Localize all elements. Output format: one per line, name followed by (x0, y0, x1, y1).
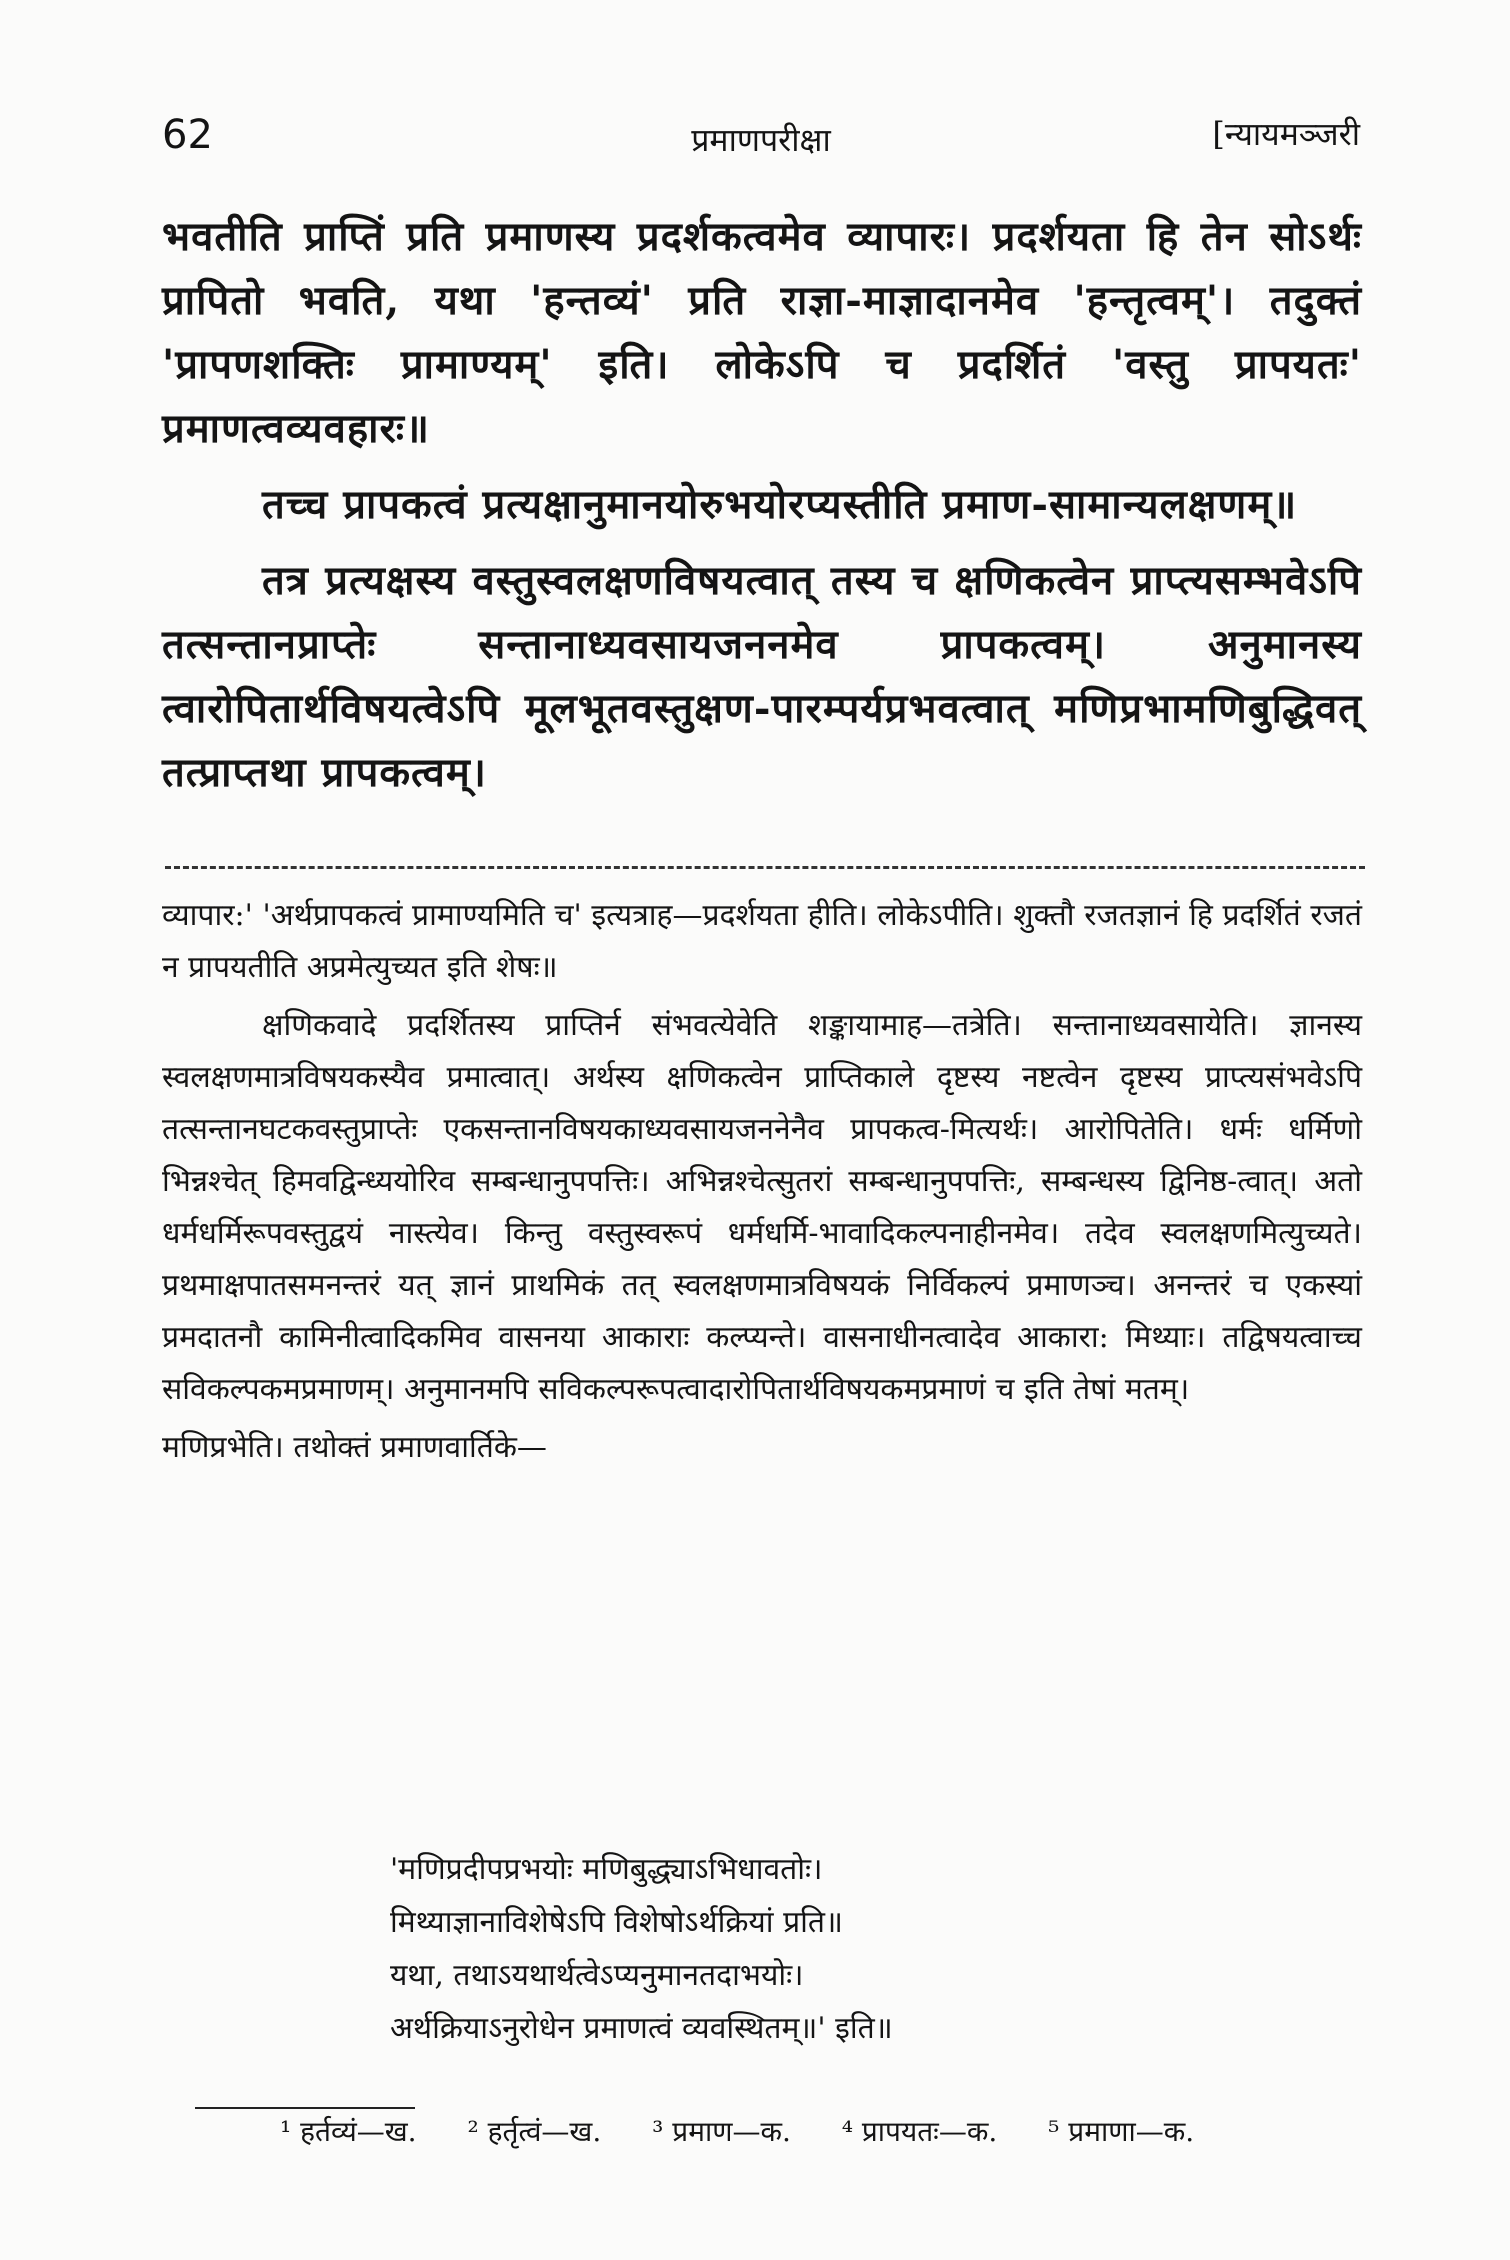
verse-line: 'मणिप्रदीपप्रभयोः मणिबुद्ध्याऽभिधावतोः। (390, 1852, 823, 1887)
commentary-paragraph: व्यापार:' 'अर्थप्रापकत्वं प्रामाण्यमिति च' इत्यत्राह—प्रदर्शयता हीति। लोकेऽपीति। शुक्तौ रजतज्ञानं हि प्रदर्शितं रजतं न प्रापयतीति अप्रमेत्युच्यत इति शेषः॥ (162, 898, 1362, 985)
footnote-rule (195, 2107, 415, 2109)
main-paragraph: भवतीति प्राप्तिं प्रति प्रमाणस्य प्रदर्शकत्वमेव व्यापारः। प्रदर्शयता हि तेन सोऽर्थः प्रापितो भवति, यथा 'हन्तव्यं' प्रति राज्ञा-माज्ञादानमेव 'हन्तृत्वम्'। तदुक्तं 'प्रापणशक्तिः प्रामाण्यम्' इति। लोकेऽपि च प्रदर्शितं 'वस्तु प्रापयतः' प्रमाणत्वव्यवहारः॥ (162, 213, 1362, 452)
commentary (162, 890, 1362, 1480)
main-paragraph: तत्र प्रत्यक्षस्य वस्तुस्वलक्षणविषयत्वात् तस्य च क्षणिकत्वेन प्राप्त्यसम्भवेऽपि तत्सन्तानप्राप्तेः सन्तानाध्यवसायजननमेव प्रापकत्वम्। अनुमानस्य त्वारोपितार्थविषयत्वेऽपि मूलभूतवस्तुक्षण-पारम्पर्यप्रभवत्वात् मणिप्रभामणिबुद्धिवत् तत्प्राप्तथा प्रापकत्वम्। (162, 557, 1362, 796)
footnote: ¹ हर्तव्यं—ख. (280, 2115, 417, 2148)
running-title: प्रमाणपरीक्षा (691, 121, 831, 159)
page-header (162, 112, 1360, 172)
footnote: ⁴ प्रापयतः—क. (841, 2115, 998, 2148)
book-title: [न्यायमञ्जरी (1212, 115, 1360, 153)
verse-line: अर्थक्रियाऽनुरोधेन प्रमाणत्वं व्यवस्थितम्॥' इति॥ (390, 2011, 893, 2046)
verse-line: मिथ्याज्ञानाविशेषेऽपि विशेषोऽर्थक्रियां प्रति॥ (390, 1905, 843, 1940)
footnote: ² हर्तृत्वं—ख. (467, 2115, 602, 2148)
commentary-paragraph: क्षणिकवादे प्रदर्शितस्य प्राप्तिर्न संभवत्येवेति शङ्कायामाह—तत्रेति। सन्तानाध्यवसायेति। ज्ञानस्य स्वलक्षणमात्रविषयकस्यैव प्रमात्वात्। अर्थस्य क्षणिकत्वेन प्राप्तिकाले दृष्टस्य नष्टत्वेन दृष्टस्य प्राप्त्यसंभवेऽपि तत्सन्तानघटकवस्तुप्राप्तेः एकसन्तानविषयकाध्यवसायजननेनैव प्रापकत्व-मित्यर्थः। आरोपितेति। धर्मः धर्मिणो भिन्नश्चेत् हिमवद्विन्ध्ययोरिव सम्बन्धानुपपत्तिः। अभिन्नश्चेत्सुतरां सम्बन्धानुपपत्तिः, सम्बन्धस्य द्विनिष्ठ-त्वात्। अतो धर्मधर्मिरूपवस्तुद्वयं नास्त्येव। किन्तु वस्तुस्वरूपं धर्मधर्मि-भावादिकल्पनाहीनमेव। तदेव स्वलक्षणमित्युच्यते। प्रथमाक्षपातसमनन्तरं यत् ज्ञानं प्राथमिकं तत् स्वलक्षणमात्रविषयकं निर्विकल्पं प्रमाणञ्च। अनन्तरं च एकस्यां प्रमदातनौ कामिनीत्वादिकमिव वासनया आकाराः कल्प्यन्ते। वासनाधीनत्वादेव आकारा: मिथ्याः। तद्विषयत्वाच्च सविकल्पकमप्रमाणम्। अनुमानमपि सविकल्परूपत्वादारोपितार्थविषयकमप्रमाणं च इति तेषां मतम्। (162, 1008, 1362, 1407)
verse-quotation (390, 1843, 1290, 2055)
page-number: 62 (162, 112, 213, 158)
main-paragraph: तच्च प्रापकत्वं प्रत्यक्षानुमानयोरुभयोरप्यस्तीति प्रमाण-सामान्यलक्षणम्॥ (262, 481, 1298, 528)
main-text (162, 205, 1362, 817)
footnote: ³ प्रमाण—क. (652, 2115, 791, 2148)
text-separator (165, 866, 1365, 869)
verse-line: यथा, तथाऽयथार्थत्वेऽप्यनुमानतदाभयोः। (390, 1958, 804, 1993)
footnotes (280, 2112, 1236, 2150)
commentary-paragraph: मणिप्रभेति। तथोक्तं प्रमाणवार्तिके— (162, 1430, 547, 1465)
footnote: ⁵ प्रमाणा—क. (1048, 2115, 1195, 2148)
